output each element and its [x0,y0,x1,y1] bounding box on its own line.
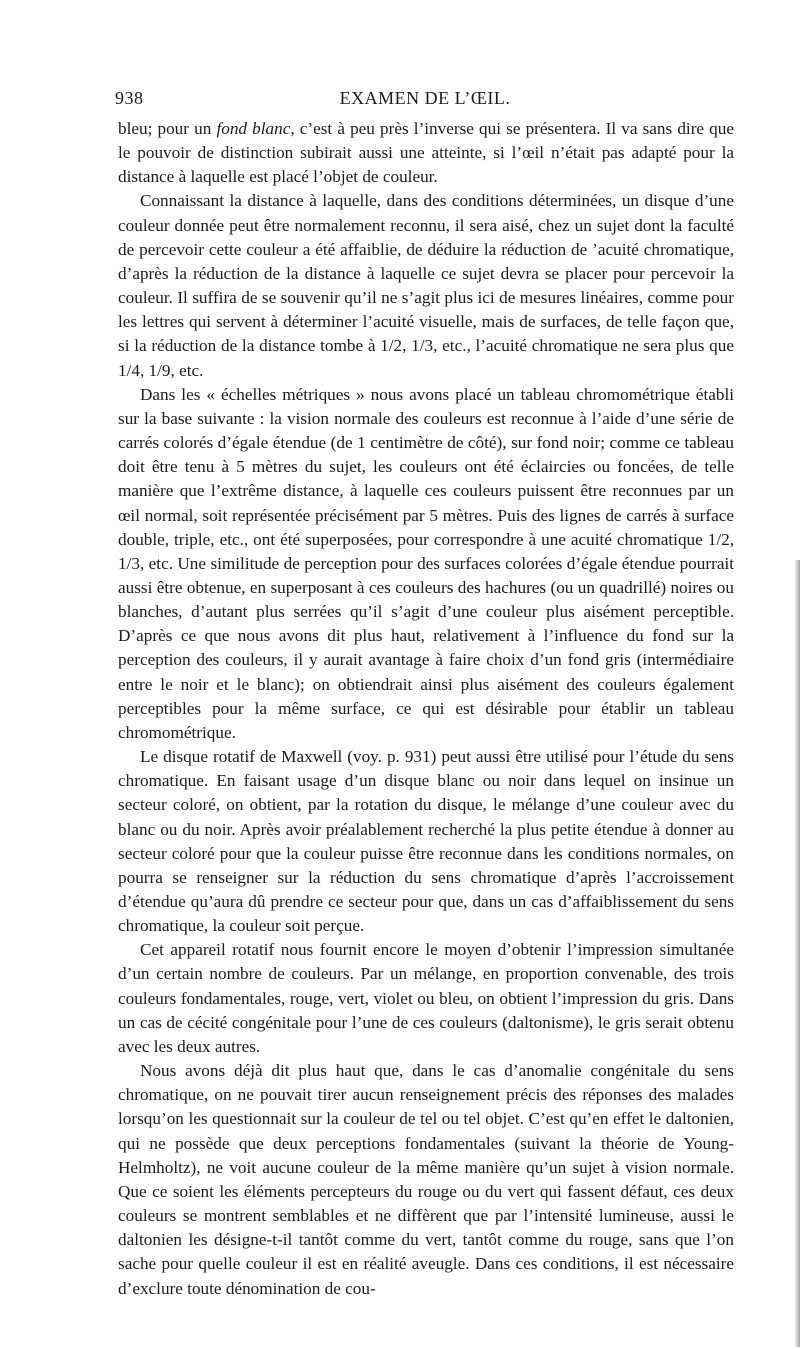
page-number: 938 [115,88,144,108]
running-title: EXAMEN DE L’ŒIL. [339,88,511,108]
paragraph-6: Nous avons déjà dit plus haut que, dans le cas d’anomalie congénitale du sens chromatique, on ne pouvait tirer aucun renseignement précis des réponses des malades lorsqu’on les questionnait sur la couleur de tel ou tel objet. C’est qu’en effet le daltonien, qui ne possède que deux perceptions fondamentales (suivant la théorie de Young-Helmholtz), ne voit aucune couleur de la même manière qu’un sujet à vision normale. Que ce soient les éléments percepteurs du rouge ou du vert qui fassent défaut, ces deux couleurs se montrent semblables et ne diffèrent que par l’intensité lumineuse, aussi le daltonien les désigne-t-il tantôt comme du vert, tantôt comme du rouge, sans que l’on sache pour quelle couleur il est en réalité aveugle. Dans ces conditions, il est nécessaire d’exclure toute dénomination de cou- [118,1061,734,1298]
emphasis-fond-blanc: fond blanc [216,119,291,138]
page-edge-shadow [794,560,800,1347]
paragraph-1: bleu; pour un fond blanc, c’est à peu près l’inverse qui se présentera. Il va sans dire que le pouvoir de distinction subirait aussi une atteinte, si l’œil n’était pas adapté pour la distance à laquelle est placé l’objet de couleur. [118,119,734,187]
paragraph-2: Connaissant la distance à laquelle, dans des conditions déterminées, un disque d’une couleur donnée peut être normalement reconnu, il sera aisé, chez un sujet dont la faculté de percevoir cette couleur a été affaiblie, de déduire la réduction de ’acuité chromatique, d’après la réduction de la distance à laquelle ce sujet devra se placer pour percevoir la couleur. Il suffira de se souvenir qu’il ne s’agit plus ici de mesures linéaires, comme pour les lettres qui servent à déterminer l’acuité visuelle, mais de surfaces, de telle façon que, si la réduction de la distance tombe à 1/2, 1/3, etc., l’acuité chromatique ne sera plus que 1/4, 1/9, etc. [118,191,734,380]
paragraph-5: Cet appareil rotatif nous fournit encore le moyen d’obtenir l’impression simultanée d’un certain nombre de couleurs. Par un mélange, en proportion convenable, des trois couleurs fondamentales, rouge, vert, violet ou bleu, on obtient l’impression du gris. Dans un cas de cécité congénitale pour l’une de ces couleurs (daltonisme), le gris serait obtenu avec les deux autres. [118,940,734,1056]
body-text [118,117,734,1301]
running-head [115,88,735,112]
paragraph-3: Dans les « échelles métriques » nous avons placé un tableau chromométrique établi sur la base suivante : la vision normale des couleurs est reconnue à l’aide d’une série de carrés colorés d’égale étendue (de 1 centimètre de côté), sur fond noir; comme ce tableau doit être tenu à 5 mètres du sujet, les couleurs ont été éclaircies ou foncées, de telle manière que l’extrême distance, à laquelle ces couleurs puissent être reconnues par un œil normal, soit représentée précisément par 5 mètres. Puis des lignes de carrés à surface double, triple, etc., ont été superposées, pour correspondre à une acuité chromatique 1/2, 1/3, etc. Une similitude de perception pour des surfaces colorées d’égale étendue pourrait aussi être obtenue, en superposant à ces couleurs des hachures (ou un quadrillé) noires ou blanches, d’autant plus serrées qu’il s’agit d’une couleur plus aisément perceptible. D’après ce que nous avons dit plus haut, relativement à l’influence du fond sur la perception des couleurs, il y aurait avantage à faire choix d’un fond gris (intermédiaire entre le noir et le blanc); on obtiendrait ainsi plus aisément des couleurs également perceptibles pour la même surface, ce qui est désirable pour établir un tableau chromométrique. [118,384,734,742]
paragraph-4: Le disque rotatif de Maxwell (voy. p. 931) peut aussi être utilisé pour l’étude du sens chromatique. En faisant usage d’un disque blanc ou noir dans lequel on insinue un secteur coloré, on obtient, par la rotation du disque, le mélange d’une couleur avec du blanc ou du noir. Après avoir préalablement recherché la plus petite étendue à donner au secteur coloré pour que la couleur puisse être reconnue dans les conditions normales, on pourra se renseigner sur la réduction du sens chromatique d’après l’accroissement d’étendue qu’aura dû prendre ce secteur pour que, dans un cas d’affaiblissement du sens chromatique, la couleur soit perçue. [118,747,734,936]
